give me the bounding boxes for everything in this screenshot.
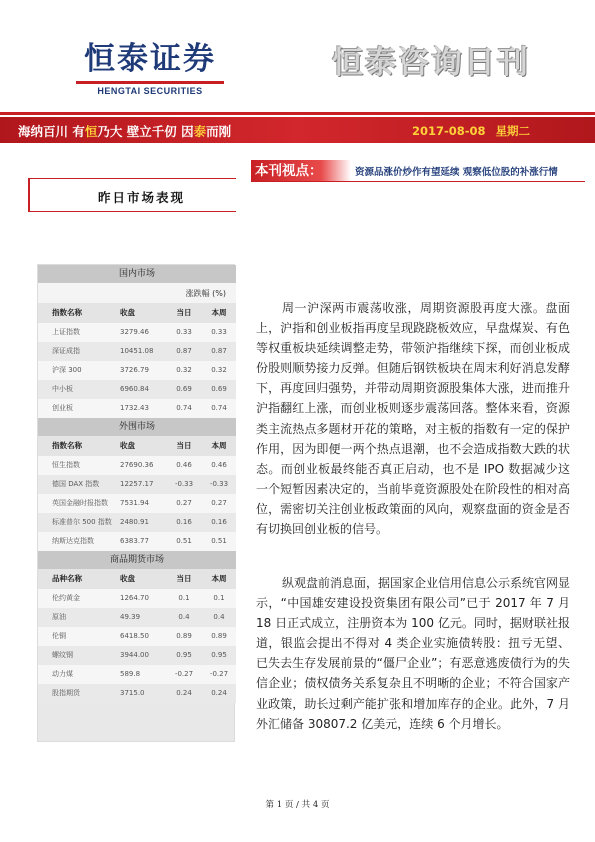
domestic-market-header: 国内市场 bbox=[38, 265, 236, 283]
commodity-column-header bbox=[38, 569, 236, 589]
table-cell: 英国金融时报指数 bbox=[52, 499, 108, 507]
table-row bbox=[38, 646, 236, 665]
table-cell: 0.33 bbox=[211, 328, 227, 336]
table-cell: 0.95 bbox=[211, 651, 227, 659]
table-cell: 1264.70 bbox=[120, 594, 149, 602]
table-cell: 3726.79 bbox=[120, 366, 149, 374]
table-cell: 0.89 bbox=[176, 632, 192, 640]
column-header-cell: 收盘 bbox=[120, 574, 135, 583]
table-cell: 0.32 bbox=[176, 366, 192, 374]
table-row bbox=[38, 342, 236, 361]
foreign-column-header bbox=[38, 436, 236, 456]
table-row bbox=[38, 456, 236, 475]
table-cell: 0.69 bbox=[211, 385, 227, 393]
table-cell: 中小板 bbox=[52, 385, 73, 393]
table-cell: 589.8 bbox=[120, 670, 141, 678]
news-review-paragraph: 纵观盘前消息面，据国家企业信用信息公示系统官网显示，“中国雄安建设投资集团有限公司”已于 2017 年 7 月 18 日正式成立，注册资本为 100 亿元。同时，据财联社报道，银监会提出不得对 4 类企业实施债转股：扭亏无望、已失去生存发展前景的“僵尸企业”；有恶意逃废债行为的失信企业；债权债务关系复杂且不明晰的企业；不符合国家产业政策，助长过剩产能扩张和增加库存的企业。此外，7 月外汇储备 30807.2 亿美元，连续 6 个月增长。 bbox=[256, 576, 571, 731]
table-row bbox=[38, 475, 236, 494]
table-cell: 0.27 bbox=[176, 499, 192, 507]
foreign-market-header: 外围市场 bbox=[38, 418, 236, 436]
market-table bbox=[37, 264, 235, 742]
header-divider bbox=[0, 112, 595, 115]
table-cell: 原油 bbox=[52, 613, 66, 621]
table-cell: 6418.50 bbox=[120, 632, 149, 640]
issue-weekday: 星期二 bbox=[495, 124, 531, 138]
table-cell: 3715.0 bbox=[120, 689, 145, 697]
table-cell: 创业板 bbox=[52, 404, 73, 412]
table-cell: 0.74 bbox=[176, 404, 192, 412]
table-cell: 0.89 bbox=[211, 632, 227, 640]
table-cell: 0.87 bbox=[176, 347, 192, 355]
table-row bbox=[38, 608, 236, 627]
key-view-headline: 资源品涨价炒作有望延续 观察低位股的补涨行情 bbox=[355, 167, 558, 178]
table-cell: 0.51 bbox=[211, 537, 227, 545]
table-cell: -0.27 bbox=[174, 670, 194, 678]
key-view-bar bbox=[251, 160, 585, 182]
commodity-market-header: 商品期货市场 bbox=[38, 551, 236, 569]
unit-row bbox=[38, 283, 236, 303]
table-cell: 深证成指 bbox=[52, 347, 80, 355]
key-view-label: 本刊视点： bbox=[251, 160, 351, 182]
column-header-cell: 当日 bbox=[176, 574, 192, 583]
table-cell: 0.46 bbox=[211, 461, 227, 469]
table-cell: 0.16 bbox=[211, 518, 227, 526]
table-cell: 0.27 bbox=[211, 499, 227, 507]
slogan-band bbox=[0, 117, 595, 143]
table-cell: 0.16 bbox=[176, 518, 192, 526]
table-cell: 上证指数 bbox=[52, 328, 80, 336]
column-header-cell: 指数名称 bbox=[52, 308, 82, 317]
table-cell: 6383.77 bbox=[120, 537, 149, 545]
table-cell: 纳斯达克指数 bbox=[52, 537, 94, 545]
table-cell: 0.1 bbox=[178, 594, 190, 602]
table-row bbox=[38, 684, 236, 703]
table-cell: 10451.08 bbox=[120, 347, 154, 355]
column-header-cell: 本周 bbox=[211, 574, 227, 583]
table-cell: 0.4 bbox=[178, 613, 190, 621]
table-row bbox=[38, 361, 236, 380]
table-cell: 0.95 bbox=[176, 651, 192, 659]
column-header-cell: 收盘 bbox=[120, 308, 135, 317]
table-row bbox=[38, 494, 236, 513]
slogan: 海纳百川 有恒乃大 壁立千仞 因泰而刚 bbox=[18, 124, 232, 139]
table-cell: 标准普尔 500 指数 bbox=[52, 518, 112, 526]
section-title: 昨日市场表现 bbox=[98, 190, 186, 205]
table-row bbox=[38, 532, 236, 551]
table-cell: 6960.84 bbox=[120, 385, 149, 393]
table-cell: 德国 DAX 指数 bbox=[52, 480, 100, 488]
table-cell: 0.69 bbox=[176, 385, 192, 393]
table-cell: 沪深 300 bbox=[52, 366, 82, 374]
table-cell: 股指期货 bbox=[52, 689, 80, 697]
table-cell: 0.74 bbox=[211, 404, 227, 412]
company-logo bbox=[66, 40, 234, 98]
logo-underline bbox=[76, 81, 224, 84]
table-cell: -0.33 bbox=[174, 480, 194, 488]
logo-chinese-name: 恒泰证券 bbox=[84, 41, 216, 77]
table-row bbox=[38, 323, 236, 342]
table-cell: 0.32 bbox=[211, 366, 227, 374]
publication-title: 恒泰咨询日刊 bbox=[332, 45, 530, 81]
section-header bbox=[28, 178, 236, 212]
table-row bbox=[38, 665, 236, 684]
table-cell: 3279.46 bbox=[120, 328, 149, 336]
issue-date: 2017-08-08 星期二 bbox=[412, 124, 531, 138]
table-cell: 0.1 bbox=[213, 594, 225, 602]
domestic-column-header bbox=[38, 303, 236, 323]
table-cell: 螺纹钢 bbox=[52, 651, 73, 659]
column-header-cell: 收盘 bbox=[120, 441, 135, 450]
table-cell: -0.27 bbox=[209, 670, 229, 678]
unit-label: 涨跌幅 (%) bbox=[185, 289, 226, 298]
table-cell: 伦铜 bbox=[52, 632, 66, 640]
table-cell: 7531.94 bbox=[120, 499, 149, 507]
market-review-paragraph: 周一沪深两市震荡收涨，周期资源股再度大涨。盘面上，沪指和创业板指再度呈现跷跷板效应，早盘煤炭、有色等权重板块延续调整走势，带领沪指继续下探，而创业板成份股则顺势接力反弹。但随后钢铁板块在周末利好消息发酵下，再度回归强势，并带动周期资源股集体大涨，进而推升沪指翻红上涨，而创业板则逐步震荡回落。整体来看，资源类主流热点多题材开花的策略，对主板的指数有一定的保护作用，因为即便一两个热点退潮，也不会造成指数大跌的状态。而创业板最终能否真正启动，也不是 IPO 数据减少这一个短暂因素决定的，当前毕竟资源股处在阶段性的相对高位，需密切关注创业板政策面的风向，观察盘面的资金是否有切换回创业板的信号。 bbox=[256, 301, 570, 537]
table-cell: 0.46 bbox=[176, 461, 192, 469]
page-number: 第 1 页 / 共 4 页 bbox=[265, 800, 330, 810]
table-cell: 0.33 bbox=[176, 328, 192, 336]
table-cell: 0.24 bbox=[176, 689, 192, 697]
table-row bbox=[38, 513, 236, 532]
table-row bbox=[38, 589, 236, 608]
table-cell: 3944.00 bbox=[120, 651, 149, 659]
logo-english-name: HENGTAI SECURITIES bbox=[97, 86, 203, 96]
column-header-cell: 本周 bbox=[211, 441, 227, 450]
column-header-cell: 品种名称 bbox=[52, 574, 82, 583]
table-cell: 动力煤 bbox=[52, 670, 73, 678]
table-cell: 2480.91 bbox=[120, 518, 149, 526]
table-cell: 1732.43 bbox=[120, 404, 149, 412]
table-cell: 0.51 bbox=[176, 537, 192, 545]
column-header-cell: 指数名称 bbox=[52, 441, 82, 450]
column-header-cell: 当日 bbox=[176, 441, 192, 450]
table-cell: 12257.17 bbox=[120, 480, 154, 488]
table-cell: 0.24 bbox=[211, 689, 227, 697]
table-cell: 49.39 bbox=[120, 613, 141, 621]
table-row bbox=[38, 627, 236, 646]
table-row bbox=[38, 380, 236, 399]
table-cell: -0.33 bbox=[209, 480, 229, 488]
table-row bbox=[38, 399, 236, 418]
key-view-underline bbox=[251, 181, 585, 182]
table-cell: 伦约黄金 bbox=[52, 594, 80, 602]
table-cell: 0.4 bbox=[213, 613, 225, 621]
table-cell: 27690.36 bbox=[120, 461, 154, 469]
table-cell: 0.87 bbox=[211, 347, 227, 355]
column-header-cell: 本周 bbox=[211, 308, 227, 317]
column-header-cell: 当日 bbox=[176, 308, 192, 317]
table-cell: 恒生指数 bbox=[52, 461, 80, 469]
